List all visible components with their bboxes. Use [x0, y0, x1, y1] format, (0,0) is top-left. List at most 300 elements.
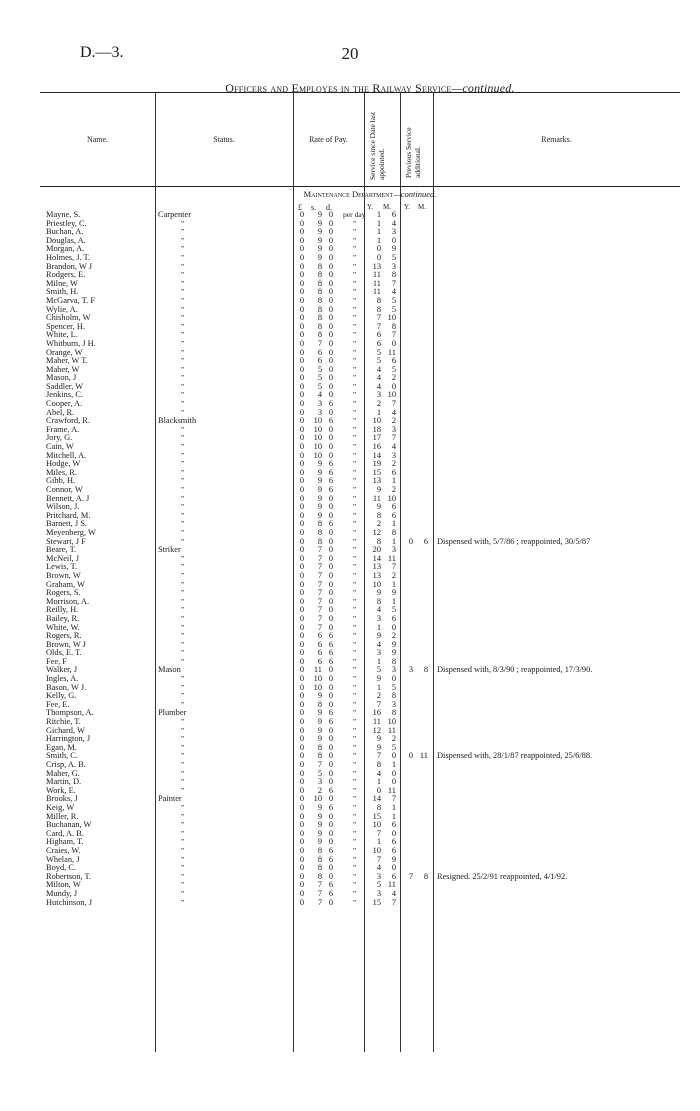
cell-pay-shillings: 7: [317, 880, 322, 890]
cell-pay-pence: 0: [328, 227, 334, 237]
cell-pay-pence: 6: [328, 708, 334, 718]
cell-pay-pence: 0: [328, 381, 334, 391]
cell-pay-pounds: 0: [299, 210, 305, 219]
cell-status: ”: [180, 802, 185, 812]
cell-service-years: 4: [376, 373, 381, 383]
cell-pay-pence: 0: [328, 579, 334, 589]
cell-pay-period: ”: [352, 785, 357, 795]
section-heading: [40, 189, 700, 199]
cell-pay-shillings: 6: [317, 356, 322, 366]
cell-service-months: 4: [391, 888, 396, 898]
cell-pay-period: ”: [352, 416, 357, 426]
cell-employee-name: Barnett, J S.: [46, 519, 87, 529]
cell-service-years: 11: [372, 287, 381, 297]
cell-pay-pounds: 0: [299, 244, 305, 254]
cell-pay-pounds: 0: [299, 622, 305, 632]
cell-employee-name: Milne, W: [46, 278, 78, 288]
cell-pay-pence: 0: [328, 871, 334, 881]
cell-employee-name: Milton, W: [46, 880, 81, 890]
table-row: [0, 692, 700, 701]
cell-pay-pence: 0: [328, 622, 334, 632]
cell-pay-period: ”: [352, 313, 357, 323]
cell-pay-period: ”: [352, 682, 357, 692]
cell-pay-shillings: 8: [317, 742, 322, 752]
cell-pay-shillings: 8: [317, 871, 322, 881]
cell-pay-pence: 0: [328, 691, 334, 701]
table-row: [0, 606, 700, 615]
cell-employee-name: McGarva, T. F: [46, 295, 95, 305]
cell-pay-pounds: 0: [299, 691, 305, 701]
cell-pay-pounds: 0: [299, 261, 305, 271]
cell-previous-years: 3: [408, 665, 413, 675]
cell-service-months: 6: [391, 837, 396, 847]
table-row: [0, 624, 700, 633]
cell-pay-pounds: 0: [299, 760, 305, 769]
cell-service-months: 4: [391, 218, 396, 228]
cell-pay-shillings: 7: [317, 596, 322, 606]
cell-pay-pence: 0: [328, 210, 334, 219]
table-row: [0, 838, 700, 847]
cell-employee-name: Douglas, A.: [46, 235, 86, 245]
cell-service-years: 16: [372, 708, 381, 718]
cell-pay-shillings: 9: [317, 691, 322, 701]
cell-pay-pounds: 0: [299, 381, 305, 391]
cell-pay-pounds: 0: [299, 295, 305, 305]
cell-pay-shillings: 7: [317, 588, 322, 598]
cell-pay-shillings: 9: [317, 244, 322, 254]
cell-pay-pounds: 0: [299, 631, 305, 641]
cell-service-years: 9: [376, 631, 381, 641]
cell-pay-period: ”: [352, 485, 357, 494]
table-row: [0, 245, 700, 254]
cell-pay-period: ”: [352, 802, 357, 812]
cell-pay-pence: 0: [328, 450, 334, 460]
cell-pay-pounds: 0: [299, 330, 305, 340]
cell-service-years: 9: [376, 485, 381, 494]
cell-service-months: 0: [391, 622, 396, 632]
cell-pay-period: ”: [352, 888, 357, 898]
cell-pay-pence: 6: [328, 485, 334, 494]
cell-service-months: 1: [391, 536, 396, 546]
cell-pay-shillings: 9: [317, 252, 322, 262]
cell-pay-shillings: 8: [317, 261, 322, 271]
cell-pay-pence: 0: [328, 699, 334, 709]
cell-status: ”: [180, 725, 185, 735]
cell-remarks: Resigned. 25/2/91 reappointed, 4/1/92.: [437, 871, 568, 881]
cell-pay-shillings: 6: [317, 648, 322, 658]
cell-pay-period: ”: [352, 811, 357, 821]
cell-pay-period: ”: [352, 218, 357, 228]
cell-employee-name: Chisholm, W: [46, 313, 91, 323]
cell-pay-period: ”: [352, 295, 357, 305]
cell-pay-pence: 0: [328, 390, 334, 400]
cell-status: ”: [180, 519, 185, 529]
cell-service-months: 9: [391, 588, 396, 598]
cell-pay-period: ”: [352, 347, 357, 357]
cell-pay-pounds: 0: [299, 321, 305, 331]
table-row: [0, 374, 700, 383]
cell-pay-period: ”: [352, 734, 357, 744]
cell-pay-shillings: 10: [313, 674, 322, 684]
cell-pay-period: ”: [352, 553, 357, 563]
cell-employee-name: Whelan, J: [46, 854, 80, 864]
cell-service-months: 11: [387, 553, 396, 563]
cell-employee-name: Walker, J: [46, 665, 78, 675]
cell-pay-period: ”: [352, 777, 357, 787]
cell-status: ”: [180, 828, 185, 838]
cell-pay-pounds: 0: [299, 519, 305, 529]
table-row: [0, 529, 700, 538]
cell-employee-name: Rogers, S.: [46, 588, 81, 598]
table-row: [0, 666, 700, 675]
cell-service-months: 2: [391, 570, 396, 580]
cell-pay-period: ”: [352, 768, 357, 778]
table-row: [0, 675, 700, 684]
cell-pay-pence: 0: [328, 373, 334, 383]
cell-pay-shillings: 8: [317, 313, 322, 323]
cell-pay-pence: 0: [328, 252, 334, 262]
table-row: [0, 280, 700, 289]
cell-pay-shillings: 7: [317, 622, 322, 632]
cell-service-years: 4: [376, 605, 381, 615]
cell-pay-shillings: 6: [317, 347, 322, 357]
cell-status: ”: [180, 313, 185, 323]
cell-status: Mason: [158, 665, 181, 675]
cell-service-years: 1: [376, 210, 381, 219]
table-row: [0, 495, 700, 504]
cell-pay-pounds: 0: [299, 820, 305, 830]
cell-service-years: 5: [376, 665, 381, 675]
cell-employee-name: White, L.: [46, 330, 78, 340]
cell-status: ”: [180, 562, 185, 572]
cell-status: ”: [180, 330, 185, 340]
cell-status: ”: [180, 811, 185, 821]
cell-service-months: 3: [391, 424, 396, 434]
cell-status: ”: [180, 845, 185, 855]
cell-service-months: 1: [391, 519, 396, 529]
cell-status: ”: [180, 596, 185, 606]
cell-employee-name: Morgan, A.: [46, 244, 85, 254]
cell-status: ”: [180, 287, 185, 297]
cell-service-months: 6: [391, 820, 396, 830]
cell-pay-shillings: 8: [317, 304, 322, 314]
cell-pay-pounds: 0: [299, 287, 305, 297]
cell-service-years: 8: [376, 304, 381, 314]
cell-status: ”: [180, 252, 185, 262]
cell-pay-pounds: 0: [299, 235, 305, 245]
cell-employee-name: Wylie, A.: [46, 304, 78, 314]
cell-service-years: 11: [372, 270, 381, 280]
cell-pay-period: ”: [352, 639, 357, 649]
cell-employee-name: Lewis, T.: [46, 562, 78, 572]
cell-service-years: 15: [372, 897, 381, 907]
cell-status: ”: [180, 837, 185, 847]
cell-pay-shillings: 9: [317, 811, 322, 821]
cell-status: ”: [180, 442, 185, 452]
cell-pay-pence: 6: [328, 459, 334, 469]
cell-service-months: 1: [391, 811, 396, 821]
cell-employee-name: Miles, R.: [46, 467, 77, 477]
cell-pay-pounds: 0: [299, 699, 305, 709]
table-row: [0, 735, 700, 744]
cell-service-years: 1: [376, 407, 381, 417]
cell-service-years: 14: [372, 553, 381, 563]
cell-pay-pence: 0: [328, 261, 334, 271]
cell-pay-pounds: 0: [299, 794, 305, 804]
cell-service-years: 9: [376, 588, 381, 598]
table-row: [0, 288, 700, 297]
table-row: [0, 563, 700, 572]
cell-pay-period: ”: [352, 665, 357, 675]
cell-service-years: 1: [376, 235, 381, 245]
cell-pay-pounds: 0: [299, 717, 305, 727]
cell-pay-pounds: 0: [299, 725, 305, 735]
cell-pay-pounds: 0: [299, 888, 305, 898]
cell-pay-period: ”: [352, 854, 357, 864]
cell-pay-pounds: 0: [299, 880, 305, 890]
cell-pay-shillings: 7: [317, 760, 322, 769]
cell-service-years: 9: [376, 674, 381, 684]
cell-pay-shillings: 10: [313, 433, 322, 443]
cell-employee-name: Meyenberg, W: [46, 527, 96, 537]
cell-status: ”: [180, 777, 185, 787]
cell-status: ”: [180, 450, 185, 460]
cell-service-months: 7: [391, 897, 396, 907]
cell-status: Striker: [158, 545, 181, 555]
cell-pay-pence: 0: [328, 768, 334, 778]
cell-employee-name: Brandon, W J: [46, 261, 92, 271]
cell-pay-period: ”: [352, 897, 357, 907]
cell-pay-shillings: 9: [317, 734, 322, 744]
cell-service-months: 0: [391, 777, 396, 787]
cell-employee-name: Graham, W: [46, 579, 85, 589]
cell-pay-pence: 6: [328, 845, 334, 855]
cell-status: ”: [180, 493, 185, 503]
cell-pay-pounds: 0: [299, 399, 305, 409]
table-row: [0, 881, 700, 890]
cell-pay-period: ”: [352, 622, 357, 632]
cell-pay-shillings: 7: [317, 605, 322, 615]
cell-service-years: 10: [372, 820, 381, 830]
unit-pounds: £: [298, 203, 302, 212]
table-row: [0, 864, 700, 873]
cell-service-months: 2: [391, 373, 396, 383]
cell-employee-name: Higham, T.: [46, 837, 84, 847]
cell-pay-pounds: 0: [299, 218, 305, 228]
cell-service-months: 4: [391, 287, 396, 297]
cell-employee-name: Bailey, R.: [46, 613, 80, 623]
cell-pay-shillings: 9: [317, 493, 322, 503]
cell-service-months: 7: [391, 330, 396, 340]
cell-pay-shillings: 9: [317, 502, 322, 512]
cell-service-years: 3: [376, 613, 381, 623]
cell-pay-pounds: 0: [299, 768, 305, 778]
cell-service-years: 12: [372, 725, 381, 735]
cell-service-months: 10: [387, 493, 396, 503]
cell-employee-name: Whitburn, J H.: [46, 338, 96, 348]
cell-pay-shillings: 7: [317, 553, 322, 563]
cell-status: ”: [180, 605, 185, 615]
table-row: [0, 709, 700, 718]
cell-pay-pounds: 0: [299, 837, 305, 847]
cell-employee-name: Miller, R.: [46, 811, 79, 821]
cell-pay-pounds: 0: [299, 897, 305, 907]
cell-status: Blacksmith: [158, 416, 197, 426]
cell-employee-name: Work, E.: [46, 785, 76, 795]
cell-pay-shillings: 8: [317, 854, 322, 864]
cell-pay-pence: 6: [328, 416, 334, 426]
cell-pay-pence: 0: [328, 562, 334, 572]
cell-pay-pounds: 0: [299, 442, 305, 452]
cell-pay-pounds: 0: [299, 373, 305, 383]
cell-employee-name: Cooper, A.: [46, 399, 83, 409]
cell-service-months: 5: [391, 304, 396, 314]
cell-status: ”: [180, 751, 185, 761]
col-header-remarks: Remarks.: [541, 135, 572, 144]
cell-employee-name: Hodge, W: [46, 459, 81, 469]
cell-service-months: 2: [391, 459, 396, 469]
cell-pay-shillings: 8: [317, 527, 322, 537]
cell-status: ”: [180, 648, 185, 658]
cell-pay-shillings: 8: [317, 270, 322, 280]
cell-pay-period: ”: [352, 450, 357, 460]
cell-pay-period: ”: [352, 278, 357, 288]
cell-employee-name: Keig, W: [46, 802, 75, 812]
cell-pay-period: ”: [352, 356, 357, 366]
cell-status: ”: [180, 527, 185, 537]
cell-pay-period: ”: [352, 871, 357, 881]
cell-service-years: 16: [372, 442, 381, 452]
cell-pay-period: ”: [352, 717, 357, 727]
cell-service-years: 7: [376, 828, 381, 838]
cell-pay-period: ”: [352, 699, 357, 709]
cell-service-years: 8: [376, 760, 381, 769]
cell-service-months: 2: [391, 631, 396, 641]
cell-pay-pence: 0: [328, 588, 334, 598]
cell-service-years: 6: [376, 330, 381, 340]
cell-service-months: 0: [391, 338, 396, 348]
cell-service-years: 4: [376, 364, 381, 374]
table-row: [0, 701, 700, 710]
cell-pay-pence: 0: [328, 407, 334, 417]
cell-service-months: 9: [391, 244, 396, 254]
cell-service-months: 0: [391, 674, 396, 684]
cell-pay-shillings: 7: [317, 613, 322, 623]
table-row: [0, 443, 700, 452]
cell-service-years: 4: [376, 768, 381, 778]
cell-status: ”: [180, 631, 185, 641]
cell-pay-shillings: 5: [317, 381, 322, 391]
cell-pay-pounds: 0: [299, 579, 305, 589]
cell-pay-pounds: 0: [299, 252, 305, 262]
cell-status: ”: [180, 656, 185, 666]
table-row: [0, 452, 700, 461]
cell-pay-shillings: 7: [317, 579, 322, 589]
cell-service-months: 11: [387, 347, 396, 357]
cell-employee-name: Olds, E. T.: [46, 648, 82, 658]
cell-employee-name: Boyd, C.: [46, 863, 77, 873]
cell-service-months: 1: [391, 802, 396, 812]
cell-service-years: 11: [372, 717, 381, 727]
cell-service-years: 1: [376, 218, 381, 228]
table-row: [0, 873, 700, 882]
table-row: [0, 263, 700, 272]
cell-employee-name: Maher, G.: [46, 768, 80, 778]
cell-service-years: 7: [376, 751, 381, 761]
cell-pay-period: ”: [352, 674, 357, 684]
cell-pay-shillings: 9: [317, 828, 322, 838]
cell-pay-pence: 0: [328, 356, 334, 366]
cell-pay-pence: 0: [328, 433, 334, 443]
cell-pay-pence: 0: [328, 545, 334, 555]
cell-service-months: 6: [391, 210, 396, 219]
cell-employee-name: Gibb, H.: [46, 476, 76, 486]
cell-status: ”: [180, 399, 185, 409]
cell-service-years: 13: [372, 570, 381, 580]
cell-service-months: 1: [391, 579, 396, 589]
cell-status: ”: [180, 674, 185, 684]
cell-pay-period: ”: [352, 399, 357, 409]
table-row: [0, 581, 700, 590]
table-row: [0, 787, 700, 796]
cell-service-months: 2: [391, 485, 396, 494]
cell-employee-name: Priestley, C.: [46, 218, 87, 228]
cell-previous-months: 6: [423, 536, 428, 546]
cell-pay-pence: 6: [328, 880, 334, 890]
cell-pay-period: ”: [352, 588, 357, 598]
cell-pay-period: ”: [352, 605, 357, 615]
cell-pay-pounds: 0: [299, 845, 305, 855]
cell-service-years: 1: [376, 656, 381, 666]
table-row: [0, 400, 700, 409]
cell-pay-pounds: 0: [299, 278, 305, 288]
cell-pay-period: ”: [352, 880, 357, 890]
cell-pay-pounds: 0: [299, 364, 305, 374]
cell-pay-pounds: 0: [299, 433, 305, 443]
table-row: [0, 417, 700, 426]
cell-service-months: 4: [391, 442, 396, 452]
cell-pay-period: ”: [352, 459, 357, 469]
cell-employee-name: Rogers, R.: [46, 631, 82, 641]
cell-pay-pence: 0: [328, 313, 334, 323]
table-row: [0, 856, 700, 865]
cell-pay-period: ”: [352, 433, 357, 443]
cell-pay-pence: 0: [328, 424, 334, 434]
cell-pay-shillings: 8: [317, 751, 322, 761]
cell-employee-name: Card, A. B.: [46, 828, 84, 838]
cell-pay-shillings: 8: [317, 863, 322, 873]
table-row: [0, 477, 700, 486]
cell-status: ”: [180, 459, 185, 469]
col-header-previous: Previous Service additional.: [404, 127, 422, 178]
cell-pay-pence: 0: [328, 674, 334, 684]
cell-pay-shillings: 10: [313, 794, 322, 804]
cell-service-months: 4: [391, 407, 396, 417]
cell-service-years: 2: [376, 519, 381, 529]
cell-pay-pounds: 0: [299, 459, 305, 469]
cell-pay-pounds: 0: [299, 502, 305, 512]
cell-pay-shillings: 10: [313, 416, 322, 426]
cell-employee-name: Mason, J: [46, 373, 77, 383]
table-row: [0, 211, 700, 220]
cell-pay-period: ”: [352, 252, 357, 262]
cell-pay-pence: 6: [328, 639, 334, 649]
cell-service-years: 0: [376, 252, 381, 262]
cell-service-years: 19: [372, 459, 381, 469]
cell-status: ”: [180, 613, 185, 623]
cell-employee-name: Saddler, W: [46, 381, 84, 391]
cell-service-months: 6: [391, 845, 396, 855]
